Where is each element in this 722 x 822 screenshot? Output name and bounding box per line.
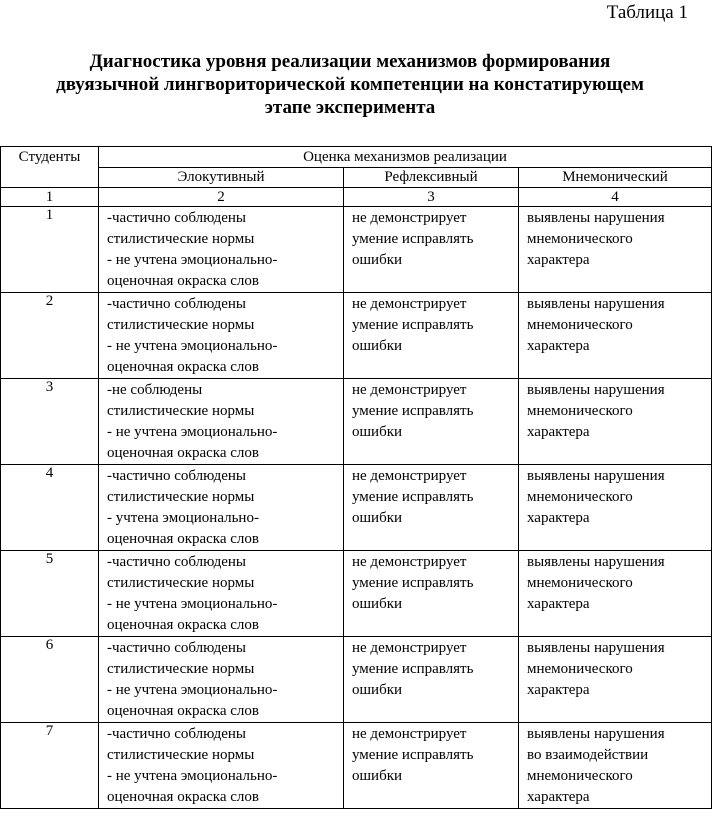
cell-text-line: - не учтена эмоционально- — [107, 424, 278, 440]
mnemonic-cell — [519, 465, 712, 551]
header-mnemonic: Мнемонический — [519, 168, 712, 188]
title-line: Диагностика уровня реализации механизмов формирования — [89, 51, 611, 72]
cell-text-line: выявлены нарушения — [527, 468, 665, 484]
reflexive-cell — [344, 723, 519, 809]
cell-text-line: ошибки — [352, 682, 403, 698]
cell-text-line: -частично соблюдены — [107, 726, 246, 742]
header-students: Студенты — [1, 147, 99, 188]
cell-text-line: -частично соблюдены — [107, 210, 246, 226]
student-number: 7 — [1, 723, 99, 809]
elocutive-cell — [99, 379, 344, 465]
cell-text-line: характера — [527, 424, 590, 440]
cell-text-line: оценочная окраска слов — [107, 445, 259, 461]
mnemonic-cell — [519, 207, 712, 293]
cell-text-line: - не учтена эмоционально- — [107, 596, 278, 612]
cell-text-line: ошибки — [352, 596, 403, 612]
cell-text-line: характера — [527, 682, 590, 698]
cell-text-line: не демонстрирует — [352, 296, 467, 312]
cell-text-line: выявлены нарушения — [527, 554, 665, 570]
cell-text-line: мнемонического — [527, 231, 633, 247]
reflexive-cell — [344, 551, 519, 637]
column-number: 1 — [1, 188, 99, 207]
student-number: 3 — [1, 379, 99, 465]
cell-text-line: оценочная окраска слов — [107, 359, 259, 375]
cell-text-line: мнемонического — [527, 661, 633, 677]
cell-text-line: умение исправлять — [352, 231, 474, 247]
cell-text-line: умение исправлять — [352, 317, 474, 333]
cell-text-line: ошибки — [352, 338, 403, 354]
column-number: 2 — [99, 188, 344, 207]
cell-text-line: -частично соблюдены — [107, 468, 246, 484]
cell-text-line: ошибки — [352, 510, 403, 526]
title-line: этапе эксперимента — [264, 97, 436, 118]
cell-text-line: выявлены нарушения — [527, 640, 665, 656]
diagnostics-table — [0, 146, 712, 809]
column-number: 3 — [344, 188, 519, 207]
cell-text-line: мнемонического — [527, 317, 633, 333]
cell-text-line: - не учтена эмоционально- — [107, 768, 278, 784]
cell-text-line: мнемонического — [527, 768, 633, 784]
cell-text-line: характера — [527, 338, 590, 354]
table-number-label: Таблица 1 — [606, 2, 688, 23]
table-row — [1, 293, 712, 379]
reflexive-cell — [344, 465, 519, 551]
cell-text-line: ошибки — [352, 252, 403, 268]
elocutive-cell — [99, 637, 344, 723]
cell-text-line: выявлены нарушения — [527, 296, 665, 312]
cell-text-line: умение исправлять — [352, 403, 474, 419]
student-number: 5 — [1, 551, 99, 637]
cell-text-line: не демонстрирует — [352, 468, 467, 484]
cell-text-line: стилистические нормы — [107, 489, 255, 505]
elocutive-cell — [99, 207, 344, 293]
mnemonic-cell — [519, 379, 712, 465]
student-number: 2 — [1, 293, 99, 379]
cell-text-line: -частично соблюдены — [107, 640, 246, 656]
cell-text-line: мнемонического — [527, 575, 633, 591]
mnemonic-cell — [519, 293, 712, 379]
cell-text-line: стилистические нормы — [107, 403, 255, 419]
cell-text-line: не демонстрирует — [352, 640, 467, 656]
cell-text-line: выявлены нарушения — [527, 210, 665, 226]
student-number: 1 — [1, 207, 99, 293]
cell-text-line: стилистические нормы — [107, 747, 255, 763]
cell-text-line: оценочная окраска слов — [107, 789, 259, 805]
cell-text-line: стилистические нормы — [107, 661, 255, 677]
cell-text-line: стилистические нормы — [107, 317, 255, 333]
cell-text-line: во взаимодействии — [527, 747, 649, 763]
cell-text-line: -частично соблюдены — [107, 554, 246, 570]
cell-text-line: характера — [527, 252, 590, 268]
cell-text-line: умение исправлять — [352, 489, 474, 505]
column-number: 4 — [519, 188, 712, 207]
cell-text-line: характера — [527, 789, 590, 805]
cell-text-line: стилистические нормы — [107, 575, 255, 591]
table-row — [1, 379, 712, 465]
reflexive-cell — [344, 637, 519, 723]
cell-text-line: мнемонического — [527, 489, 633, 505]
cell-text-line: умение исправлять — [352, 661, 474, 677]
cell-text-line: -не соблюдены — [107, 382, 203, 398]
cell-text-line: не демонстрирует — [352, 210, 467, 226]
reflexive-cell — [344, 379, 519, 465]
elocutive-cell — [99, 465, 344, 551]
cell-text-line: выявлены нарушения — [527, 726, 665, 742]
title-line: двуязычной лингвориторической компетенции на констатирующем — [56, 74, 644, 95]
student-number: 4 — [1, 465, 99, 551]
elocutive-cell — [99, 293, 344, 379]
reflexive-cell — [344, 293, 519, 379]
cell-text-line: - не учтена эмоционально- — [107, 252, 278, 268]
cell-text-line: стилистические нормы — [107, 231, 255, 247]
cell-text-line: не демонстрирует — [352, 554, 467, 570]
header-evaluation: Оценка механизмов реализации — [99, 147, 712, 168]
reflexive-cell — [344, 207, 519, 293]
elocutive-cell — [99, 551, 344, 637]
cell-text-line: оценочная окраска слов — [107, 617, 259, 633]
cell-text-line: характера — [527, 510, 590, 526]
table-row — [1, 465, 712, 551]
cell-text-line: - не учтена эмоционально- — [107, 338, 278, 354]
table-row — [1, 637, 712, 723]
cell-text-line: ошибки — [352, 768, 403, 784]
mnemonic-cell — [519, 637, 712, 723]
cell-text-line: оценочная окраска слов — [107, 703, 259, 719]
mnemonic-cell — [519, 723, 712, 809]
cell-text-line: выявлены нарушения — [527, 382, 665, 398]
mnemonic-cell — [519, 551, 712, 637]
document-title — [0, 50, 700, 119]
cell-text-line: умение исправлять — [352, 575, 474, 591]
cell-text-line: не демонстрирует — [352, 382, 467, 398]
table-row — [1, 207, 712, 293]
header-elocutive: Элокутивный — [99, 168, 344, 188]
cell-text-line: умение исправлять — [352, 747, 474, 763]
cell-text-line: оценочная окраска слов — [107, 273, 259, 289]
cell-text-line: мнемонического — [527, 403, 633, 419]
student-number: 6 — [1, 637, 99, 723]
header-reflexive: Рефлексивный — [344, 168, 519, 188]
cell-text-line: характера — [527, 596, 590, 612]
cell-text-line: ошибки — [352, 424, 403, 440]
cell-text-line: оценочная окраска слов — [107, 531, 259, 547]
cell-text-line: - учтена эмоционально- — [107, 510, 259, 526]
table-row — [1, 723, 712, 809]
cell-text-line: не демонстрирует — [352, 726, 467, 742]
elocutive-cell — [99, 723, 344, 809]
cell-text-line: - не учтена эмоционально- — [107, 682, 278, 698]
cell-text-line: -частично соблюдены — [107, 296, 246, 312]
table-row — [1, 551, 712, 637]
